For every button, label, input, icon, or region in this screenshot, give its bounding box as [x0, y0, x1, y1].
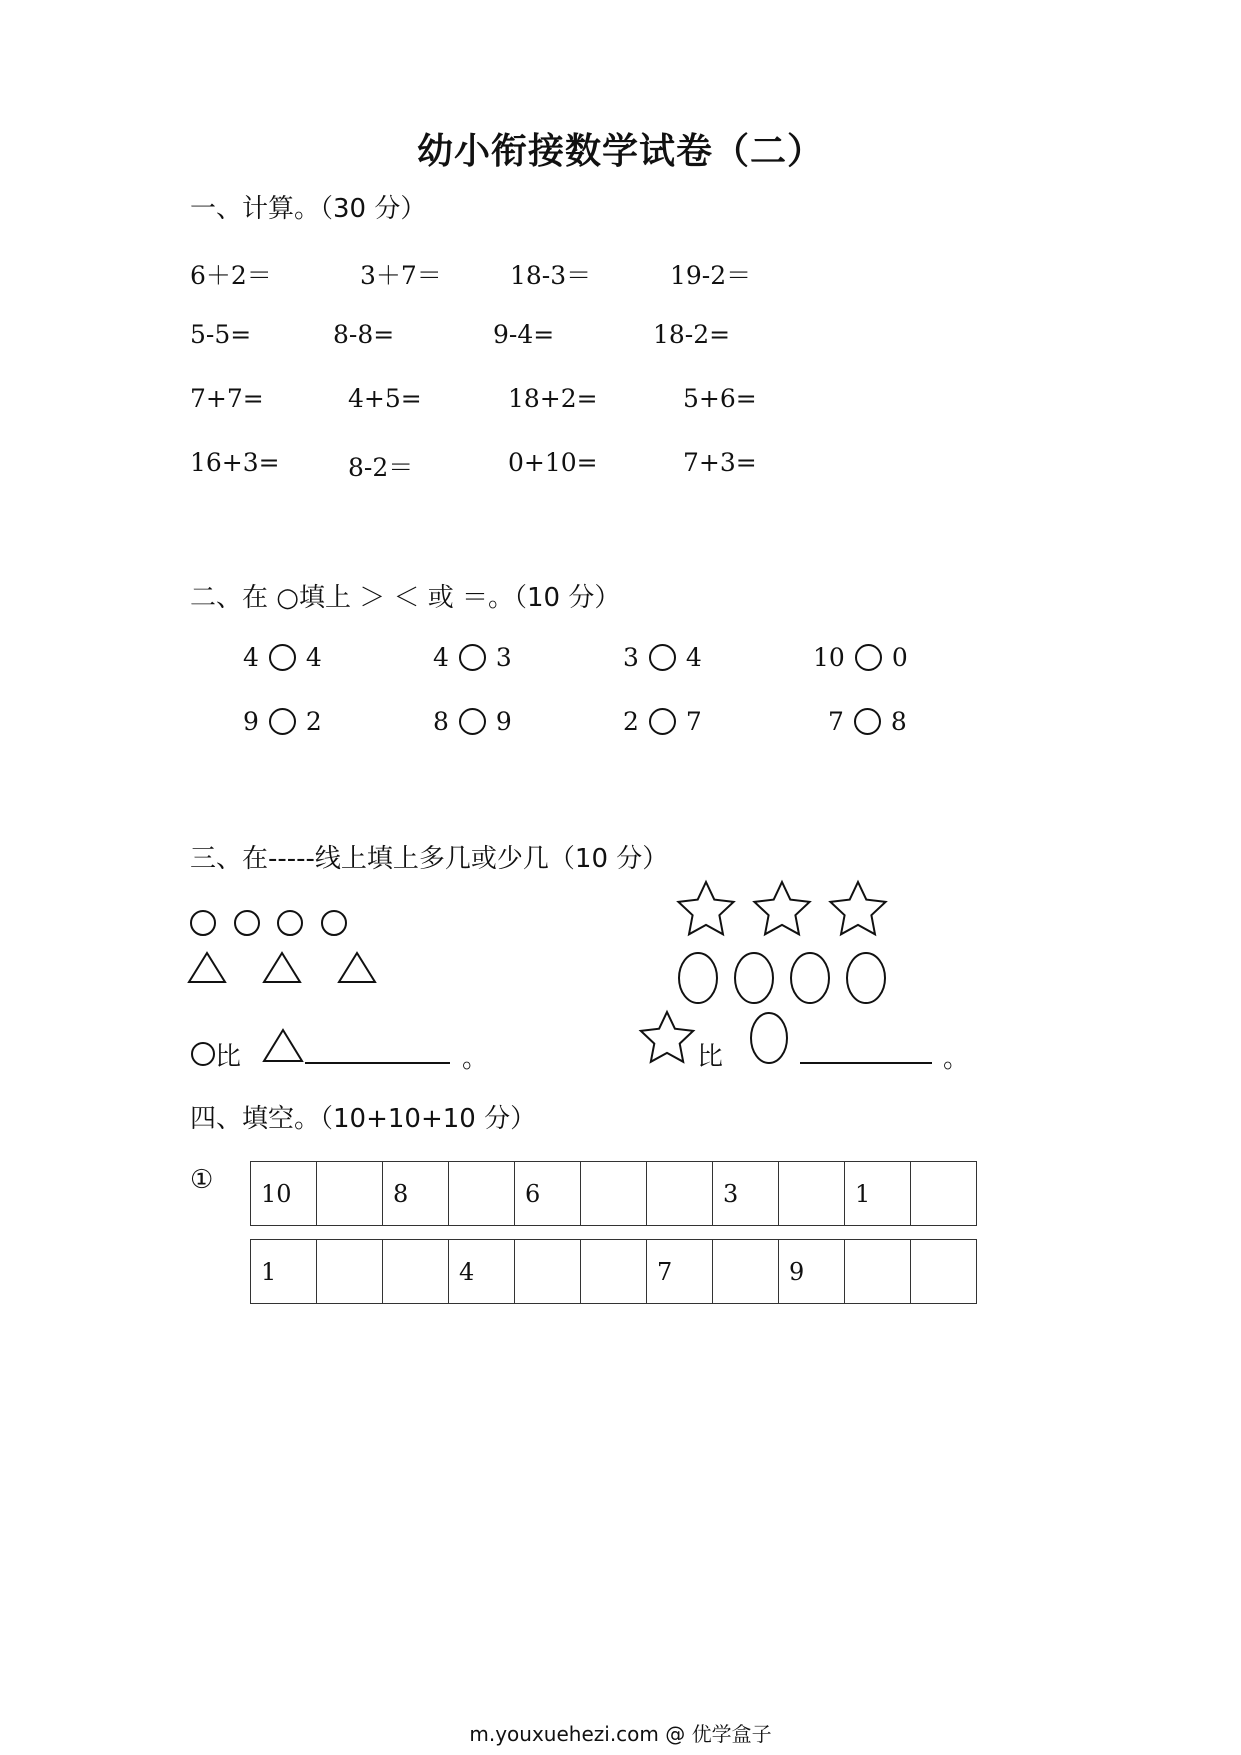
grid-cell-blank[interactable]	[713, 1240, 779, 1304]
right-number: 8	[890, 707, 907, 736]
left-answer-blank[interactable]	[305, 1062, 450, 1064]
grid-cell-blank[interactable]	[779, 1162, 845, 1226]
page-title: 幼小衔接数学试卷（二）	[416, 131, 824, 172]
grid-cell: 6	[515, 1162, 581, 1226]
grid-cell: 10	[251, 1162, 317, 1226]
left-number: 3	[623, 643, 639, 672]
grid-cell-blank[interactable]	[383, 1240, 449, 1304]
oval-icon	[847, 953, 885, 1003]
grid-cell: 1	[845, 1162, 911, 1226]
triangle-icon	[264, 953, 300, 982]
right-answer-blank[interactable]	[800, 1062, 932, 1064]
grid-cell: 1	[251, 1240, 317, 1304]
grid-cell: 9	[779, 1240, 845, 1304]
problem: 4+5=	[348, 384, 422, 413]
problem: 6＋2＝	[190, 261, 272, 290]
triangle-icon	[189, 953, 225, 982]
problem: 18-3＝	[510, 261, 592, 290]
problem: 18+2=	[508, 384, 598, 413]
problem: 16+3=	[190, 448, 280, 477]
oval-icon	[735, 953, 773, 1003]
section4-heading: 四、填空。（10+10+10 分）	[190, 1104, 537, 1134]
problem: 0+10=	[508, 448, 598, 477]
problem: 5-5=	[190, 320, 252, 349]
left-end-mark: 。	[462, 1044, 489, 1074]
grid-cell: 8	[383, 1162, 449, 1226]
circle-icon	[235, 911, 259, 935]
problem: 9-4=	[493, 320, 555, 349]
left-compare-word: 比	[215, 1042, 242, 1072]
star-icon	[754, 882, 809, 934]
right-end-mark: 。	[943, 1044, 970, 1074]
grid-cell-blank[interactable]	[911, 1162, 977, 1226]
oval-icon	[791, 953, 829, 1003]
circle-icon	[192, 1043, 214, 1065]
left-number: 8	[433, 707, 449, 736]
section1-heading: 一、计算。（30 分）	[190, 194, 427, 224]
grid-cell: 7	[647, 1240, 713, 1304]
item-number: ①	[190, 1165, 214, 1195]
right-number: 9	[495, 707, 512, 736]
problem: 19-2＝	[670, 261, 752, 290]
footer-watermark: m.youxuehezi.com @ 优学盒子	[469, 1722, 772, 1746]
circle-icon	[278, 911, 302, 935]
problem: 18-2=	[653, 320, 731, 349]
grid-cell: 3	[713, 1162, 779, 1226]
right-number: 0	[891, 643, 908, 672]
problem: 8-2＝	[348, 453, 414, 482]
circle-icon	[191, 911, 215, 935]
grid-cell-blank[interactable]	[317, 1240, 383, 1304]
circle-icon	[322, 911, 346, 935]
grid-cell-blank[interactable]	[845, 1240, 911, 1304]
grid-cell-blank[interactable]	[581, 1240, 647, 1304]
star-icon	[641, 1012, 693, 1062]
right-number: 4	[305, 643, 322, 672]
left-number: 10	[813, 643, 845, 672]
problem: 7+7=	[190, 384, 264, 413]
grid-cell: 4	[449, 1240, 515, 1304]
right-number: 3	[495, 643, 512, 672]
section2-heading: 二、在 ○填上 ＞ ＜ 或 ＝。（10 分）	[190, 583, 621, 613]
grid-cell-blank[interactable]	[911, 1240, 977, 1304]
triangle-icon	[339, 953, 375, 982]
problem: 7+3=	[683, 448, 757, 477]
right-compare-word: 比	[697, 1042, 724, 1072]
left-number: 7	[828, 707, 844, 736]
grid-cell-blank[interactable]	[449, 1162, 515, 1226]
left-number: 2	[623, 707, 639, 736]
problem: 3＋7＝	[360, 261, 442, 290]
triangle-icon	[264, 1030, 302, 1061]
problem: 5+6=	[683, 384, 757, 413]
problem: 8-8=	[333, 320, 395, 349]
star-icon	[830, 882, 885, 934]
oval-icon	[751, 1013, 787, 1063]
right-number: 7	[685, 707, 702, 736]
left-number: 9	[243, 707, 259, 736]
grid-cell-blank[interactable]	[581, 1162, 647, 1226]
oval-icon	[679, 953, 717, 1003]
right-number: 4	[685, 643, 702, 672]
number-grid-row1	[250, 1161, 977, 1226]
left-number: 4	[433, 643, 449, 672]
right-number: 2	[305, 707, 322, 736]
section3-heading: 三、在-----线上填上多几或少几（10 分）	[190, 844, 669, 874]
star-icon	[678, 882, 733, 934]
number-grid-row2	[250, 1239, 977, 1304]
left-number: 4	[243, 643, 259, 672]
grid-cell-blank[interactable]	[317, 1162, 383, 1226]
grid-cell-blank[interactable]	[647, 1162, 713, 1226]
grid-cell-blank[interactable]	[515, 1240, 581, 1304]
